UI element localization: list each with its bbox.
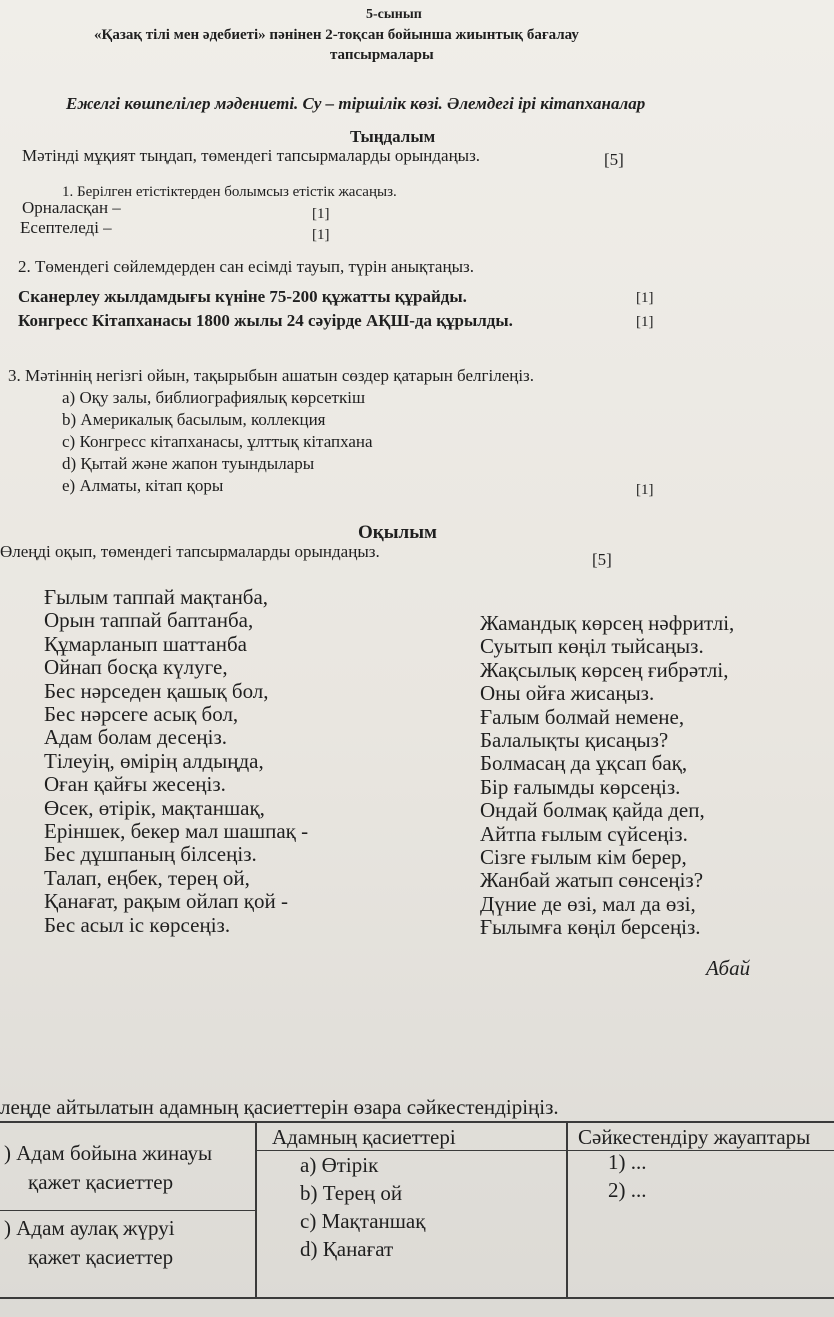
poem-left-line: Бес нәрсеге асық бол, xyxy=(44,702,239,726)
poem-right-line: Жақсылық көрсең ғибрәтлі, xyxy=(480,658,729,682)
poem-right-line: Бір ғалымды көрсеңіз. xyxy=(480,775,681,799)
answer-1: 1) ... xyxy=(608,1150,647,1174)
q1-points-1: [1] xyxy=(312,206,330,222)
poem-right-line: Ондай болмақ қайда деп, xyxy=(480,798,705,822)
poem-right-line: Айтпа ғылым сүйсеңіз. xyxy=(480,822,688,846)
poem-left-line: Талап, еңбек, терең ой, xyxy=(44,866,250,890)
listening-heading: Тыңдалым xyxy=(350,127,436,146)
listening-points: [5] xyxy=(604,150,624,169)
listening-instruction: Мәтінді мұқият тыңдап, төмендегі тапсырмаларды орындаңыз. xyxy=(22,146,481,165)
q3-option-b: b) Америкалық басылым, коллекция xyxy=(62,410,326,429)
table-header-divider xyxy=(255,1150,834,1151)
quality-a: a) Өтірік xyxy=(300,1153,379,1177)
table-row-1-label-b: қажет қасиеттер xyxy=(28,1170,174,1194)
q3-points: [1] xyxy=(636,482,654,498)
q2-sentence-1: Сканерлеу жылдамдығы күніне 75-200 құжатты құрайды. xyxy=(18,287,467,306)
poem-left-line: Оған қайғы жесеңіз. xyxy=(44,772,226,796)
q1-item-2: Есептеледі – xyxy=(20,218,112,237)
quality-c: c) Мақтаншақ xyxy=(300,1209,426,1233)
q2-text: 2. Төмендегі сөйлемдерден сан есімді тауып, түрін анықтаңыз. xyxy=(18,257,474,276)
q3-text: 3. Мәтіннің негізгі ойын, тақырыбын ашатын сөздер қатарын белгілеңіз. xyxy=(8,366,535,385)
table-top-border xyxy=(0,1121,834,1123)
poem-right-line: Ғылымға көңіл берсеңіз. xyxy=(480,915,701,939)
table-col-divider-1 xyxy=(255,1121,257,1297)
quality-b: b) Терең ой xyxy=(300,1181,403,1205)
q3-option-c: c) Конгресс кітапханасы, ұлттық кітапхана xyxy=(62,432,373,451)
poem-author: Абай xyxy=(706,956,751,980)
table-header-qualities: Адамның қасиеттері xyxy=(272,1125,456,1149)
quality-d: d) Қанағат xyxy=(300,1237,394,1261)
poem-right-line: Оны ойға жисаңыз. xyxy=(480,681,655,705)
poem-left-line: Қанағат, рақым ойлап қой - xyxy=(44,889,288,913)
poem-right-line: Болмасаң да ұқсап бақ, xyxy=(480,751,688,775)
subject-line-1: «Қазақ тілі мен әдебиеті» пәнінен 2-тоқсан бойынша жиынтық бағалау xyxy=(94,27,579,43)
topic-line: Ежелгі көшпелілер мәдениеті. Су – тіршілік көзі. Әлемдегі ірі кітапханалар xyxy=(66,94,646,113)
q2-points-1: [1] xyxy=(636,290,654,306)
q1-points-2: [1] xyxy=(312,227,330,243)
poem-right-line: Ғалым болмай немене, xyxy=(480,705,685,729)
reading-instruction: Өлеңді оқып, төмендегі тапсырмаларды орындаңыз. xyxy=(0,542,380,561)
table-bottom-border xyxy=(0,1297,834,1299)
reading-points: [5] xyxy=(592,550,612,569)
q1-item-1: Орналасқан – xyxy=(22,198,121,217)
q2-sentence-2: Конгресс Кітапханасы 1800 жылы 24 сәуірде АҚШ-да құрылды. xyxy=(18,311,513,330)
poem-right-line: Балалықты қисаңыз? xyxy=(480,728,669,752)
poem-right-line: Сізге ғылым кім берер, xyxy=(480,845,687,869)
poem-left-line: Бес асыл іс көрсеңіз. xyxy=(44,913,231,937)
matching-task-text: леңде айтылатын адамның қасиеттерін өзара сәйкестендіріңіз. xyxy=(0,1095,559,1119)
table-header-answers: Сәйкестендіру жауаптары xyxy=(578,1125,811,1149)
q3-option-a: a) Оқу залы, библиографиялық көрсеткіш xyxy=(62,388,366,407)
poem-left-line: Бес нәрседен қашық бол, xyxy=(44,679,269,703)
poem-left-line: Еріншек, бекер мал шашпақ - xyxy=(44,819,309,843)
poem-right-line: Жанбай жатып сөнсеңіз? xyxy=(480,868,704,892)
poem-left-line: Құмарланып шаттанба xyxy=(44,632,247,656)
poem-left-line: Ойнап босқа күлуге, xyxy=(44,655,228,679)
reading-heading: Оқылым xyxy=(358,522,437,543)
poem-right-line: Суытып көңіл тыйсаңыз. xyxy=(480,634,704,658)
q2-points-2: [1] xyxy=(636,314,654,330)
poem-left-line: Адам болам десеңіз. xyxy=(44,725,228,749)
q3-option-e: e) Алматы, кітап қоры xyxy=(62,476,224,495)
poem-left-line: Ғылым таппай мақтанба, xyxy=(44,585,269,609)
table-row-divider xyxy=(0,1210,255,1211)
poem-left-line: Тілеуің, өмірің алдыңда, xyxy=(44,749,264,773)
poem-left-line: Орын таппай баптанба, xyxy=(44,608,254,632)
answer-2: 2) ... xyxy=(608,1178,647,1202)
q3-option-d: d) Қытай және жапон туындылары xyxy=(62,454,315,473)
table-col-divider-2 xyxy=(566,1121,568,1297)
q1-text: 1. Берілген етістіктерден болымсыз етістік жасаңыз. xyxy=(62,184,397,200)
poem-left-line: Бес дұшпаның білсеңіз. xyxy=(44,842,257,866)
poem-right-line: Жамандық көрсең нәфритлі, xyxy=(480,611,735,635)
class-label: 5-сынып xyxy=(366,7,422,22)
table-row-2-label-b: қажет қасиеттер xyxy=(28,1245,174,1269)
poem-right-line: Дүние де өзі, мал да өзі, xyxy=(480,892,696,916)
table-row-2-label-a: ) Адам аулақ жүруі xyxy=(4,1216,175,1240)
subject-line-2: тапсырмалары xyxy=(330,47,434,63)
poem-left-line: Өсек, өтірік, мақтаншақ, xyxy=(44,796,265,820)
table-row-1-label-a: ) Адам бойына жинауы xyxy=(4,1141,213,1165)
